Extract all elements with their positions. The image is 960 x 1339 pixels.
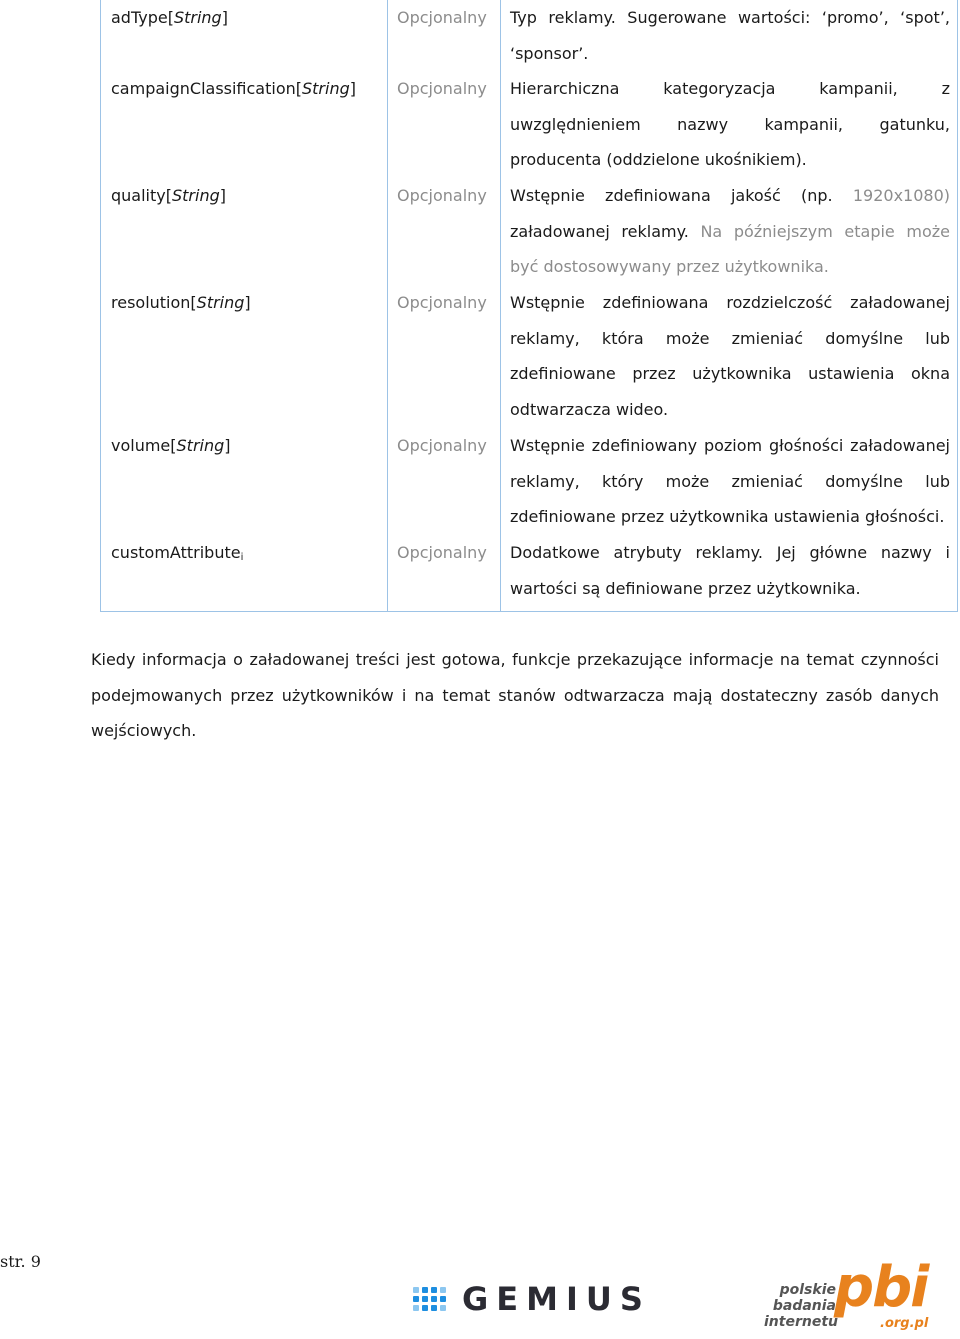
param-name: customAttribute$_i$ xyxy=(111,543,244,563)
pbi-logo xyxy=(764,1255,944,1334)
param-description: Wstępnie zdefiniowany poziom głośności załadowanej reklamy, który może zmieniać domyślne lub zdefiniowane przez użytkownika ustawienia głośności. xyxy=(510,436,950,526)
param-name: adType[String] xyxy=(111,8,228,27)
table-row xyxy=(101,535,957,611)
param-status: Opcjonalny xyxy=(397,186,487,205)
gemius-dots-icon xyxy=(413,1287,446,1311)
table-row xyxy=(101,428,957,535)
body-paragraph: Kiedy informacja o załadowanej treści jest gotowa, funkcje przekazujące informacje na temat czynności podejmowanych przez użytkowników i na temat stanów odtwarzacza mają dostateczny zasób danych wejściowych. xyxy=(91,650,939,740)
param-status: Opcjonalny xyxy=(397,8,487,27)
param-name: resolution[String] xyxy=(111,293,251,312)
param-description: Hierarchiczna kategoryzacja kampanii, z uwzględnieniem nazwy kampanii, gatunku, producenta (oddzielone ukośnikiem). xyxy=(510,79,950,169)
table-row xyxy=(101,0,957,71)
param-description: Wstępnie zdefiniowana jakość (np. 1920x1080) załadowanej reklamy. Na późniejszym etapie może być dostosowywany przez użytkownika. xyxy=(510,186,950,276)
page-number: str. 9 xyxy=(0,1252,41,1271)
param-name: volume[String] xyxy=(111,436,231,455)
param-name: campaignClassification[String] xyxy=(111,79,356,98)
pbi-logo-text: polskie badania internetu xyxy=(764,1282,838,1330)
param-status: Opcjonalny xyxy=(397,543,487,562)
param-description: Typ reklamy. Sugerowane wartości: ‘promo’, ‘spot’, ‘sponsor’. xyxy=(510,8,950,63)
pbi-logo-domain: .org.pl xyxy=(880,1316,929,1331)
parameters-table xyxy=(100,0,958,612)
gemius-logo xyxy=(413,1280,651,1318)
param-name: quality[String] xyxy=(111,186,226,205)
param-status: Opcjonalny xyxy=(397,436,487,455)
param-description: Dodatkowe atrybuty reklamy. Jej główne nazwy i wartości są definiowane przez użytkownika. xyxy=(510,543,950,598)
param-status: Opcjonalny xyxy=(397,293,487,312)
table-row xyxy=(101,178,957,285)
param-description: Wstępnie zdefiniowana rozdzielczość załadowanej reklamy, która może zmieniać domyślne lub zdefiniowane przez użytkownika ustawienia okna odtwarzacza wideo. xyxy=(510,293,950,419)
pbi-logo-mark: pbi xyxy=(834,1255,928,1320)
table-row xyxy=(101,71,957,178)
table-row xyxy=(101,285,957,428)
gemius-wordmark: GEMIUS xyxy=(462,1280,651,1318)
param-status: Opcjonalny xyxy=(397,79,487,98)
